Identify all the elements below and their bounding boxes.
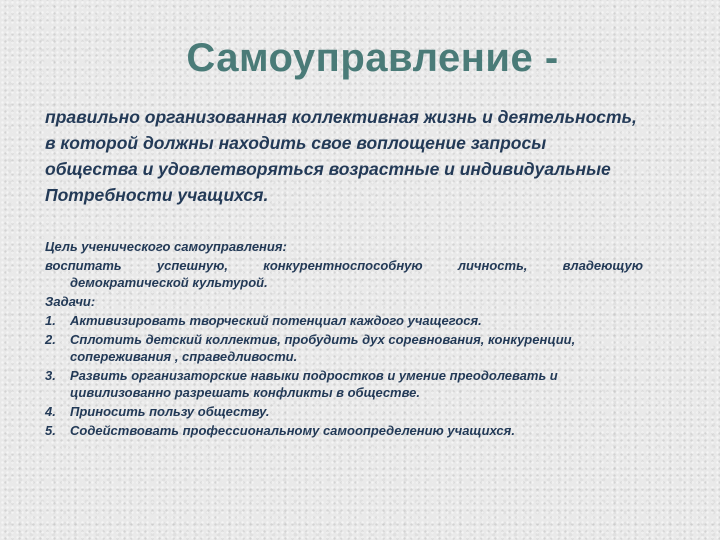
task-number: 1. [45, 313, 56, 328]
task-number: 4. [45, 404, 56, 419]
task-item [45, 312, 645, 329]
task-number: 3. [45, 368, 56, 383]
goals-and-tasks [45, 238, 645, 439]
goal-word: личность, [457, 258, 528, 273]
goal-word: воспитать [45, 258, 122, 273]
task-item [45, 403, 645, 420]
task-item [45, 422, 645, 439]
task-text: Приносить пользу обществу. [70, 404, 270, 419]
task-item [45, 331, 645, 365]
definition-line: правильно организованная коллективная жизнь и деятельность, [45, 107, 637, 127]
definition-paragraph [45, 104, 685, 208]
goal-word: владеющую [562, 258, 643, 273]
task-item [45, 367, 645, 401]
task-text-line: цивилизованно разрешать конфликты в обществе. [70, 385, 420, 400]
task-text-line: Сплотить детский коллектив, пробудить дух соревнования, конкуренции, [70, 332, 576, 347]
goal-word: успешную, [156, 258, 229, 273]
definition-line: Потребности учащихся. [45, 185, 269, 205]
task-text [70, 331, 643, 348]
goal-line [45, 257, 643, 274]
task-text-line: Развить организаторские навыки подростков и умение преодолевать и [70, 368, 558, 383]
task-text: Содействовать профессиональному самоопределению учащихся. [70, 423, 515, 438]
task-number: 2. [45, 332, 56, 347]
task-text-line: сопереживания , справедливости. [70, 349, 298, 364]
goal-line-continuation: демократической культурой. [70, 275, 268, 290]
definition-line: в которой должны находить свое воплощение запросы [45, 133, 547, 153]
tasks-heading: Задачи: [45, 294, 96, 309]
slide-title: Самоуправление - [186, 36, 559, 80]
goal-heading: Цель ученического самоуправления: [45, 239, 287, 254]
definition-line: общества и удовлетворяться возрастные и индивидуальные [45, 159, 611, 179]
task-number: 5. [45, 423, 56, 438]
task-text: Активизировать творческий потенциал каждого учащегося. [70, 313, 482, 328]
goal-word: конкурентноспособную [263, 258, 423, 273]
